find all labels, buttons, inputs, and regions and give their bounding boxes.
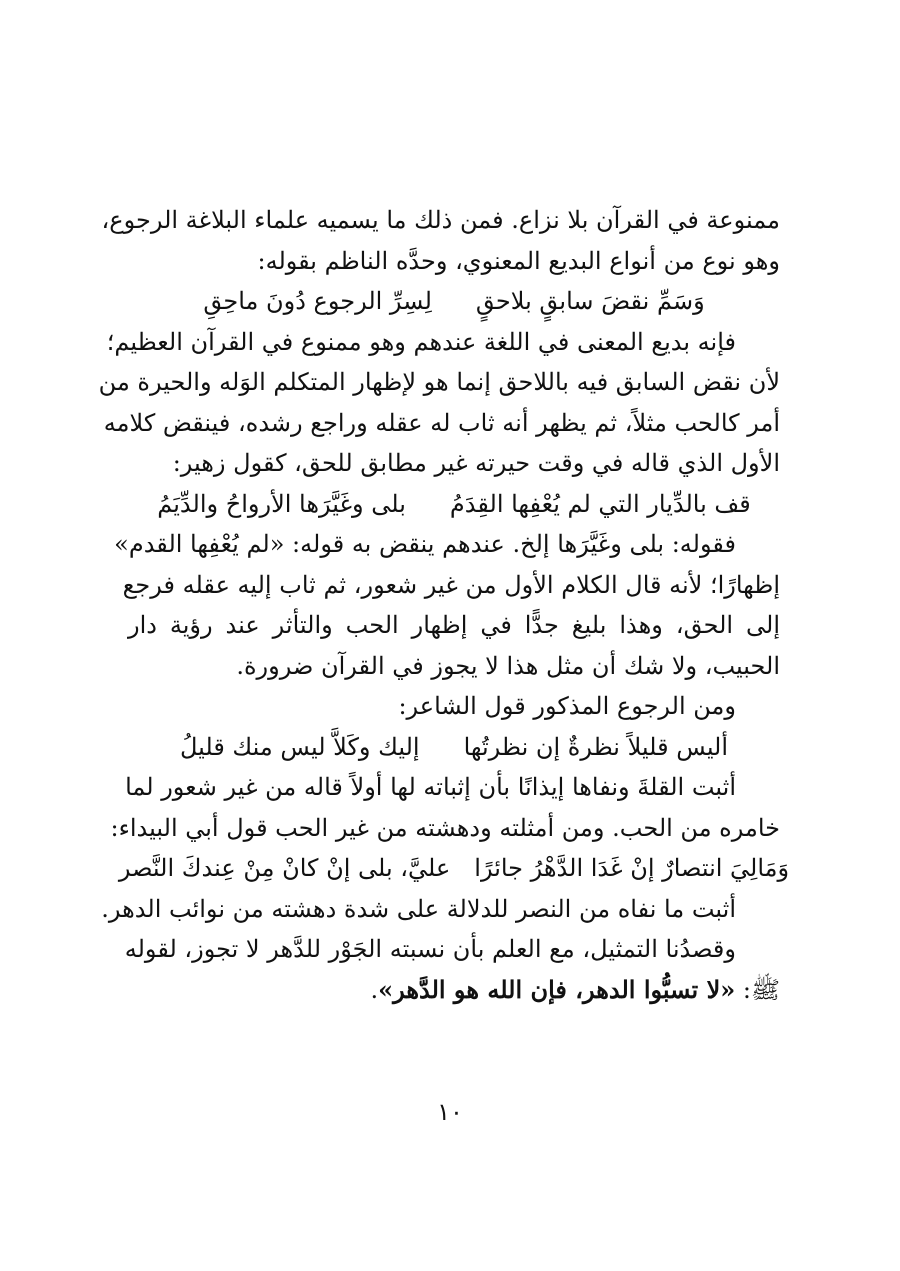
text-line: الحبيب، ولا شك أن مثل هذا لا يجوز في القرآن ضرورة. xyxy=(236,651,780,680)
text-line: وقصدُنا التمثيل، مع العلم بأن نسبته الجَوْر للدَّهر لا تجوز، لقوله xyxy=(124,935,736,963)
verse-hemistich-first: قف بالدِّيار التي لم يُعْفِها القِدَمُ xyxy=(449,489,751,518)
page-number: ١٠ xyxy=(437,1098,463,1126)
final-period: . xyxy=(370,975,379,1004)
main-text xyxy=(98,200,790,1010)
verse-line xyxy=(128,281,780,322)
verse-hemistich-second: لِسِرِّ الرجوع دُونَ ماحِقِ xyxy=(203,287,432,315)
verse-line xyxy=(118,848,790,889)
text-line: فإنه بديع المعنى في اللغة عندهم وهو ممنوع في القرآن العظيم؛ xyxy=(106,327,736,356)
honorific-prefix: ﷺ: xyxy=(742,975,780,1004)
text-line: أثبت ما نفاه من النصر للدلالة على شدة دهشته من نوائب الدهر. xyxy=(101,894,736,923)
verse-hemistich-second: عليَّ، بلى إنْ كانْ مِنْ عِندكَ النَّصر xyxy=(118,854,451,882)
text-line: ومن الرجوع المذكور قول الشاعر: xyxy=(398,692,736,720)
text-line: خامره من الحب. ومن أمثلته ودهشته من غير الحب قول أبي البيداء: xyxy=(110,813,780,842)
text-line: الأول الذي قاله في وقت حيرته غير مطابق للحق، كقول زهير: xyxy=(172,449,780,477)
final-line xyxy=(128,970,780,1011)
text-line: لأن نقض السابق فيه باللاحق إنما هو لإظهار المتكلم الوَله والحيرة من xyxy=(98,368,780,396)
text-line: وهو نوع من أنواع البديع المعنوي، وحدَّه الناظم بقوله: xyxy=(257,246,780,275)
verse-line xyxy=(128,484,780,525)
verse-hemistich-first: وَسَمِّ نقضَ سابقٍ بلاحقٍ xyxy=(475,287,705,315)
text-line: إظهارًا؛ لأنه قال الكلام الأول من غير شعور، ثم ثاب إليه عقله فرجع xyxy=(122,570,780,599)
verse-hemistich-first: وَمَالِيَ انتصارٌ إنْ غَدَا الدَّهْرُ جائرًا xyxy=(474,854,790,882)
hadith-quote: «لا تسبُّوا الدهر، فإن الله هو الدَّهر» xyxy=(378,974,736,1004)
verse-hemistich-second: إليك وكَلاَّ ليس منك قليلُ xyxy=(179,732,420,761)
text-line: إلى الحق، وهذا بليغ جدًّا في إظهار الحب والتأثر عند رؤية دار xyxy=(128,611,780,639)
verse-hemistich-first: أليس قليلاً نظرةٌ إن نظرتُها xyxy=(463,732,729,761)
text-line: فقوله: بلى وغَيَّرَها إلخ. عندهم ينقض به قوله: «لم يُعْفِها القدم» xyxy=(114,530,736,558)
text-line: أمر كالحب مثلاً، ثم يظهر أنه ثاب له عقله وراجع رشده، فينقض كلامه xyxy=(103,408,780,437)
text-line: أثبت القلةَ ونفاها إيذانًا بأن إثباته لها أولاً قاله من غير شعور لما xyxy=(125,773,736,801)
verse-line xyxy=(128,727,780,768)
verse-hemistich-second: بلى وغَيَّرَها الأرواحُ والدِّيَمُ xyxy=(157,489,406,518)
text-line: ممنوعة في القرآن بلا نزاع. فمن ذلك ما يسميه علماء البلاغة الرجوع، xyxy=(101,206,780,234)
